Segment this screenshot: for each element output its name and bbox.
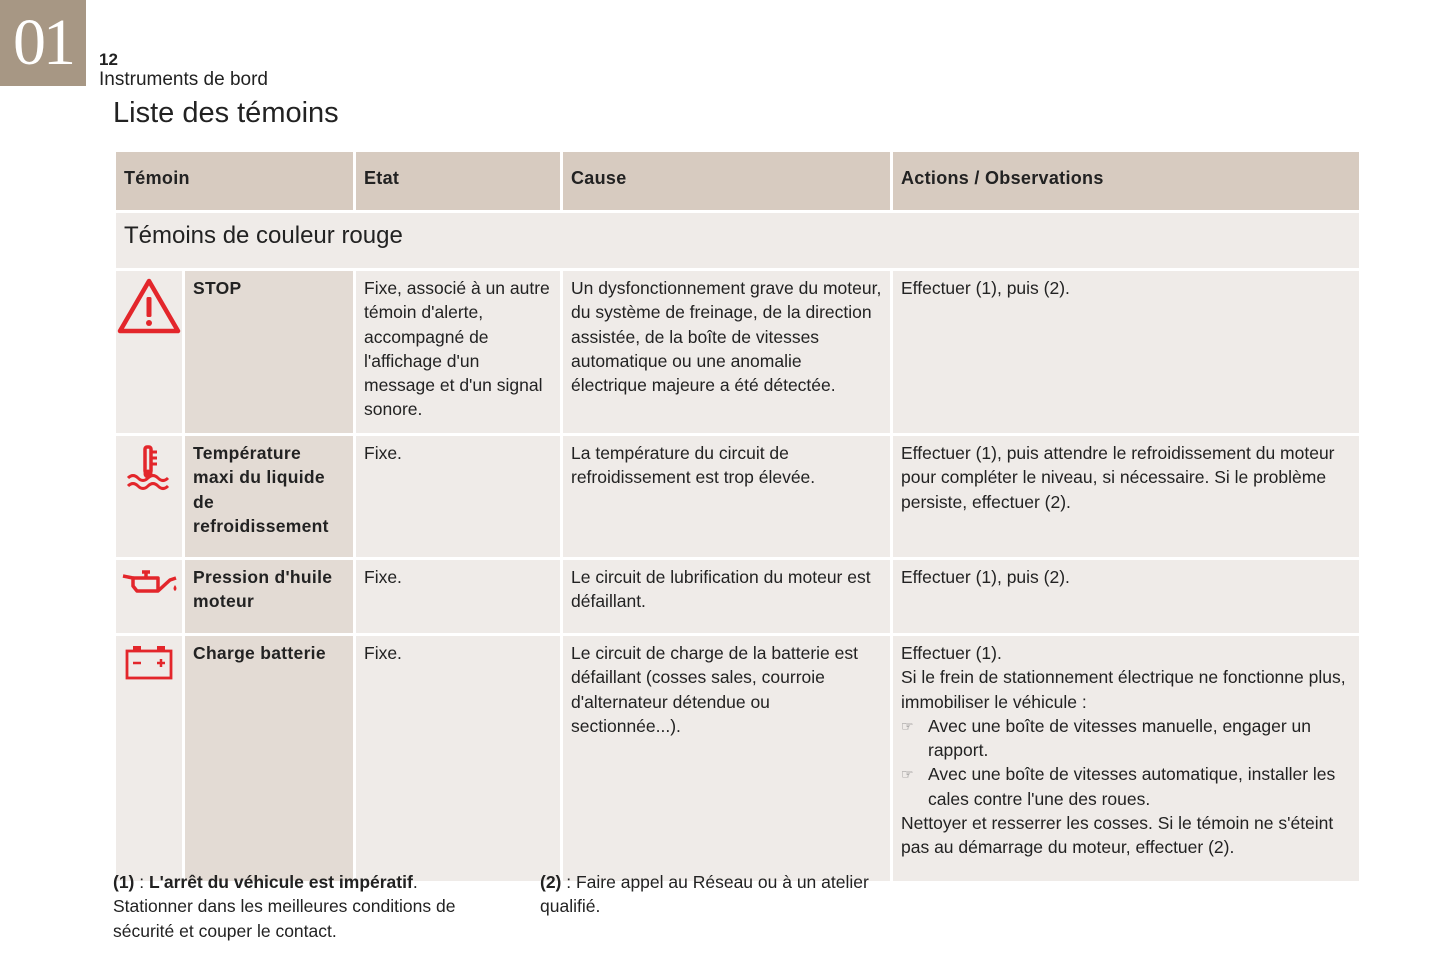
table-row <box>115 559 1361 635</box>
icon-cell <box>115 635 184 883</box>
icon-cell <box>115 435 184 559</box>
bullet-text: Avec une boîte de vitesses automatique, installer les cales contre l'une des roues. <box>928 764 1336 809</box>
action-intro: Effectuer (1). <box>901 643 1002 663</box>
footnote-1-label: (1) <box>113 872 135 892</box>
chapter-number: 01 <box>0 0 86 86</box>
footnote-2 <box>540 870 910 919</box>
header-temoin: Témoin <box>115 151 355 212</box>
light-action: Effectuer (1), puis attendre le refroidissement du moteur pour compléter le niveau, si nécessaire. Si le problème persiste, effectuer (2). <box>892 435 1361 559</box>
icon-cell <box>115 559 184 635</box>
light-action <box>892 635 1361 883</box>
light-name: Température maxi du liquide de refroidissement <box>184 435 355 559</box>
footnote-2-label: (2) <box>540 872 562 892</box>
light-name: Pression d'huile moteur <box>184 559 355 635</box>
table-row <box>115 435 1361 559</box>
table-row <box>115 270 1361 435</box>
warning-triangle-icon <box>117 277 181 335</box>
warning-lights-table <box>113 149 1362 884</box>
footnote-2-text: : Faire appel au Réseau ou à un atelier qualifié. <box>540 872 869 917</box>
page-number: 12 <box>99 50 118 69</box>
category-label: Témoins de couleur rouge <box>115 212 1361 270</box>
header-actions: Actions / Observations <box>892 151 1361 212</box>
list-item <box>901 714 1351 763</box>
light-state: Fixe. <box>355 635 562 883</box>
light-cause: Un dysfonctionnement grave du moteur, du système de freinage, de la direction assistée, de la boîte de vitesses automatique ou une anomalie électrique majeure a été détectée. <box>562 270 892 435</box>
footnote-1-period: . <box>412 872 418 892</box>
icon-cell <box>115 270 184 435</box>
category-row <box>115 212 1361 270</box>
list-item <box>901 762 1351 811</box>
action-bullets <box>901 714 1351 811</box>
coolant-temperature-icon <box>124 442 174 492</box>
action-outro: Nettoyer et resserrer les cosses. Si le témoin ne s'éteint pas au démarrage du moteur, effectuer (2). <box>901 813 1334 858</box>
table-header-row <box>115 151 1361 212</box>
light-state: Fixe, associé à un autre témoin d'alerte, accompagné de l'affichage d'un message et d'un signal sonore. <box>355 270 562 435</box>
footnote-1 <box>113 870 513 943</box>
light-name: Charge batterie <box>184 635 355 883</box>
light-cause: La température du circuit de refroidissement est trop élevée. <box>562 435 892 559</box>
light-action: Effectuer (1), puis (2). <box>892 270 1361 435</box>
header-etat: Etat <box>355 151 562 212</box>
light-state: Fixe. <box>355 435 562 559</box>
light-name: STOP <box>184 270 355 435</box>
section-title: Instruments de bord <box>99 69 268 90</box>
pointing-hand-icon: ☞ <box>901 766 914 783</box>
footnote-1-emphasis: L'arrêt du véhicule est impératif <box>148 872 413 892</box>
bullet-text: Avec une boîte de vitesses manuelle, engager un rapport. <box>928 715 1311 761</box>
light-state: Fixe. <box>355 559 562 635</box>
header-cause: Cause <box>562 151 892 212</box>
action-line: Si le frein de stationnement électrique ne fonctionne plus, immobiliser le véhicule : <box>901 667 1346 712</box>
page-title: Liste des témoins <box>113 97 339 129</box>
table-row <box>115 635 1361 883</box>
light-cause: Le circuit de lubrification du moteur est défaillant. <box>562 559 892 635</box>
light-cause: Le circuit de charge de la batterie est défaillant (cosses sales, courroie d'alternateur détendue ou sectionnée...). <box>562 635 892 883</box>
pointing-hand-icon: ☞ <box>901 717 914 734</box>
footnote-1-separator: : <box>134 872 149 892</box>
battery-icon <box>124 642 174 682</box>
light-action: Effectuer (1), puis (2). <box>892 559 1361 635</box>
oil-can-icon <box>120 566 178 606</box>
footnote-1-text: Stationner dans les meilleures conditions de sécurité et couper le contact. <box>113 896 456 941</box>
